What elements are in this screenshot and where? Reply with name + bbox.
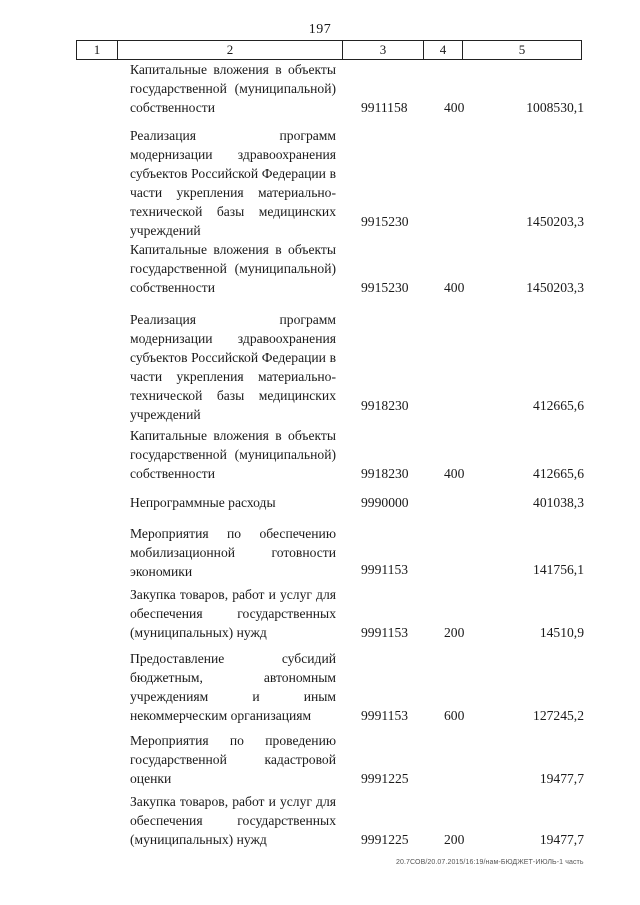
row-code: 9991153 [361,562,409,577]
row-amount: 14510,9 [539,625,584,640]
row-code: 9991225 [361,771,409,786]
table-row [0,520,640,583]
row-amount: 19477,7 [539,771,584,786]
row-description: Предоставление субсидий бюджетным, автономным учреждениям и иным некоммерческим организациям [130,651,336,723]
row-code: 9991153 [361,625,409,640]
row-code: 9911158 [361,100,408,115]
row-amount: 401038,3 [533,495,584,510]
row-expense-type: 200 [444,832,465,847]
row-expense-type: 400 [444,280,465,295]
row-code: 9915230 [361,280,409,295]
row-expense-type: 200 [444,625,465,640]
row-amount: 127245,2 [533,708,584,723]
table-row [0,583,640,647]
table-row [0,647,640,729]
row-amount: 412665,6 [533,466,584,481]
row-description: Реализация программ модернизации здравоохранения субъектов Российской Федерации в части укрепления материально-технической базы медицинских учреждений [130,312,336,422]
row-code: 9990000 [361,495,409,510]
table-row [0,306,640,424]
table-row [0,790,640,854]
column-header-table [76,40,582,60]
row-description: Капитальные вложения в объекты государственной (муниципальной) собственности [130,62,336,115]
column-header-5: 5 [463,41,582,60]
page-number: 197 [308,22,332,37]
row-expense-type: 400 [444,466,465,481]
column-header-4: 4 [424,41,463,60]
row-description: Капитальные вложения в объекты государственной (муниципальной) собственности [130,242,336,295]
row-code: 9918230 [361,466,409,481]
row-description: Непрограммные расходы [130,495,276,510]
table-row [0,58,640,122]
table-row [0,424,640,491]
row-description: Закупка товаров, работ и услуг для обеспечения государственных (муниципальных) нужд [130,587,336,640]
row-amount: 412665,6 [533,398,584,413]
column-header-2: 2 [118,41,343,60]
table-row [0,238,640,306]
row-description: Мероприятия по обеспечению мобилизационной готовности экономики [130,526,336,579]
row-amount: 1008530,1 [526,100,584,115]
row-amount: 19477,7 [539,832,584,847]
row-code: 9915230 [361,214,409,229]
table-row [0,729,640,790]
row-code: 9991225 [361,832,409,847]
row-amount: 1450203,3 [526,214,584,229]
column-header-3: 3 [343,41,424,60]
row-code: 9991153 [361,708,409,723]
table-row [0,491,640,520]
row-expense-type: 400 [444,100,465,115]
row-expense-type: 600 [444,708,465,723]
row-amount: 1450203,3 [526,280,584,295]
document-footer: 20.7СОВ/20.07.2015/16:19/нам-БЮДЖЕТ-ИЮЛЬ-1 часть [396,859,584,866]
column-header-1: 1 [77,41,118,60]
column-header-row [77,41,582,60]
row-description: Закупка товаров, работ и услуг для обеспечения государственных (муниципальных) нужд [130,794,336,847]
table-row [0,122,640,238]
row-code: 9918230 [361,398,409,413]
budget-rows [0,58,640,854]
row-amount: 141756,1 [533,562,584,577]
row-description: Капитальные вложения в объекты государственной (муниципальной) собственности [130,428,336,481]
row-description: Мероприятия по проведению государственной кадастровой оценки [130,733,336,786]
row-description: Реализация программ модернизации здравоохранения субъектов Российской Федерации в части укрепления материально-технической базы медицинских учреждений [130,128,336,238]
